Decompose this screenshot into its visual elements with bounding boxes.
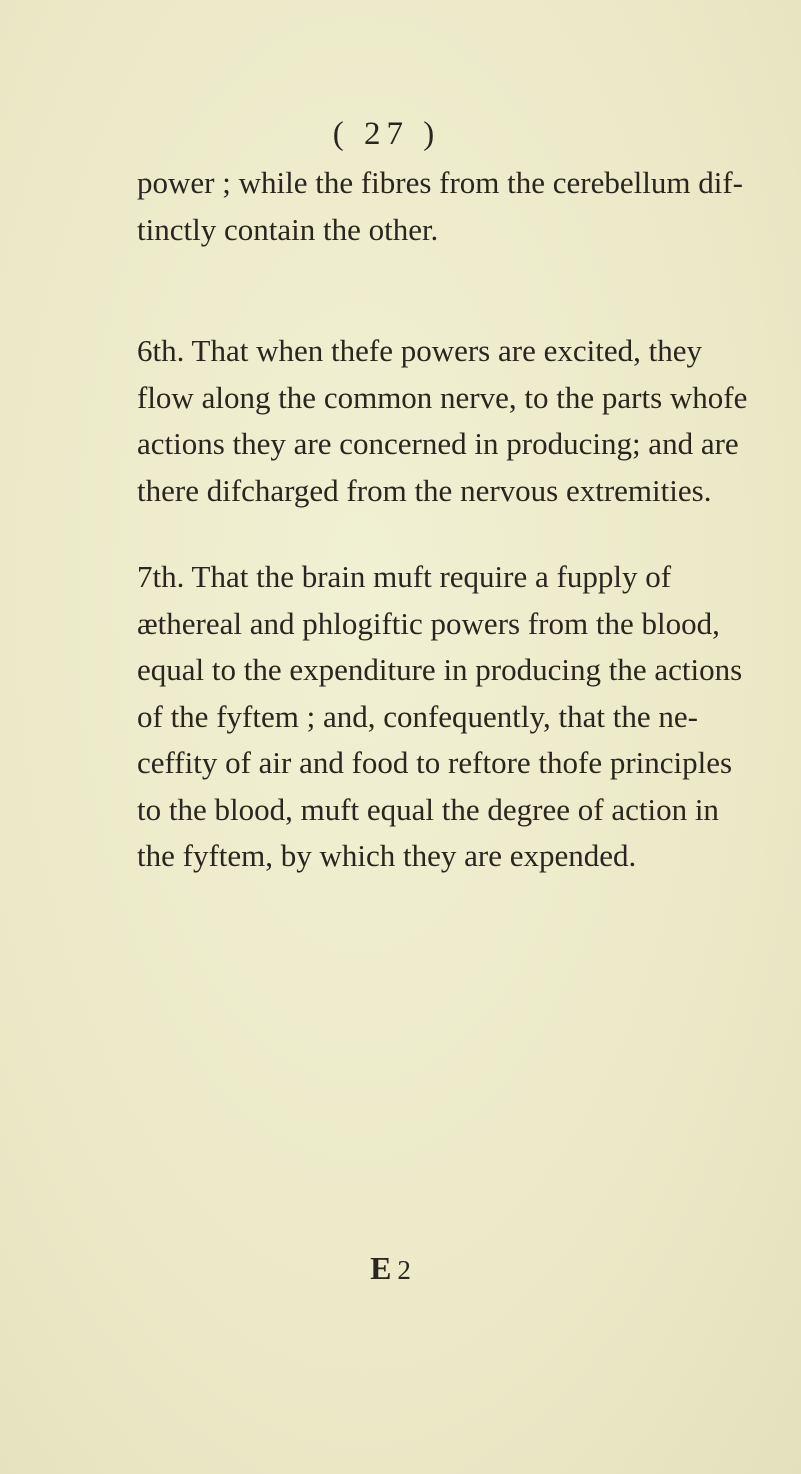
text-line: there difcharged from the nervous extremities. (137, 472, 712, 508)
text-line: actions they are concerned in producing; and are (137, 426, 739, 461)
paragraph-sixth (137, 328, 748, 514)
page-number: ( 27 ) (332, 116, 441, 152)
text-line: 6th. That when thefe powers are excited, they (137, 333, 702, 368)
text-line: flow along the common nerve, to the parts whofe (137, 379, 748, 415)
paragraph-continuation (137, 160, 743, 253)
text-line: power ; while the fibres from the cerebellum dif- (137, 165, 743, 200)
text-line: æthereal and phlogiftic powers from the blood, (137, 605, 720, 641)
text-line: tinctly contain the other. (137, 211, 439, 247)
signature-letter: E (370, 1250, 392, 1286)
text-line: of the fyftem ; and, confequently, that the ne- (137, 698, 698, 734)
text-line: ceffity of air and food to reftore thofe principles (137, 745, 733, 780)
text-line: the fyftem, by which they are expended. (137, 838, 637, 873)
text-line: 7th. That the brain muft require a fupply of (137, 559, 672, 594)
signature-mark (0, 1250, 791, 1287)
signature-number: 2 (397, 1255, 411, 1285)
text-line: equal to the expenditure in producing the actions (137, 652, 743, 687)
text-line: to the blood, muft equal the degree of action in (137, 791, 719, 827)
paragraph-seventh (137, 554, 743, 880)
